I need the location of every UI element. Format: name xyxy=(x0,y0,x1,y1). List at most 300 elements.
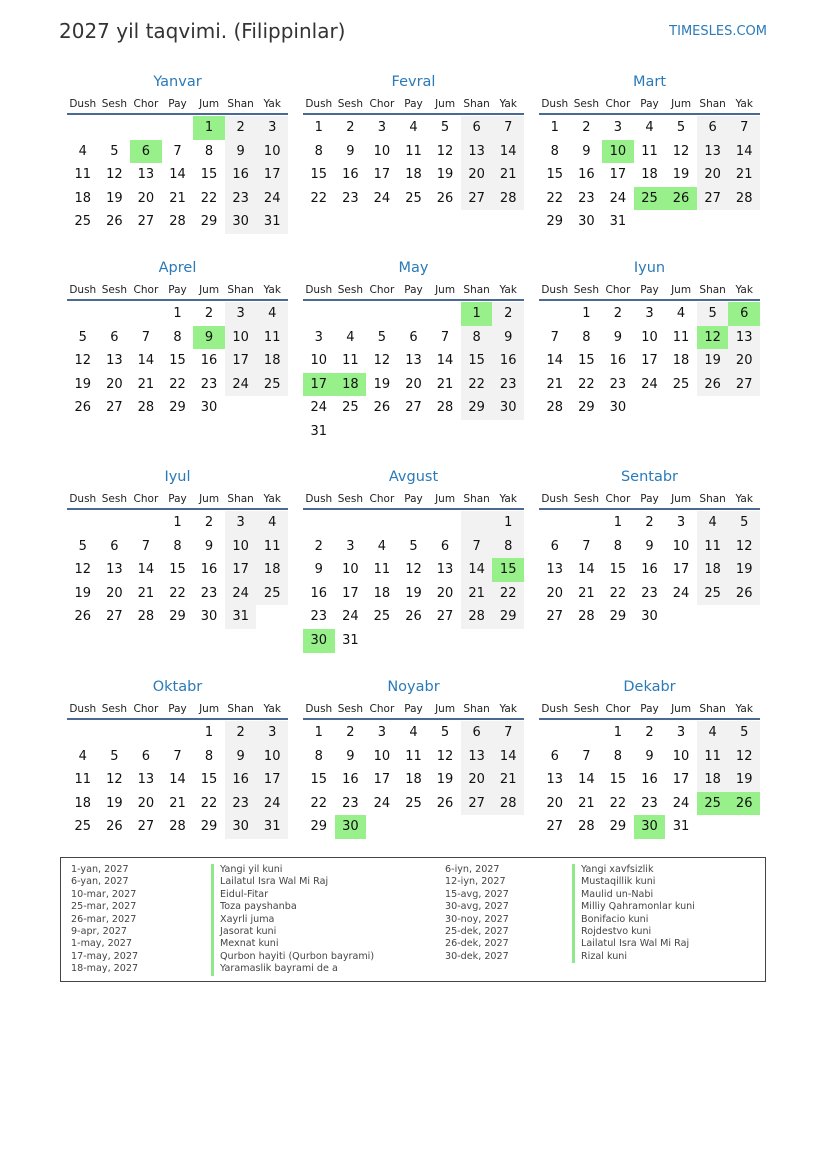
day-cell[interactable]: 16 xyxy=(225,768,257,792)
day-cell[interactable]: 10 xyxy=(672,748,690,764)
day-cell[interactable]: 1 xyxy=(173,306,182,321)
day-cell[interactable]: 29 xyxy=(200,819,218,835)
day-cell[interactable]: 7 xyxy=(173,748,182,764)
day-cell[interactable]: 14 xyxy=(578,562,595,578)
day-cell[interactable]: 3 xyxy=(256,116,288,140)
day-cell[interactable]: 7 xyxy=(141,329,151,345)
day-cell[interactable]: 15 xyxy=(310,167,328,183)
day-cell[interactable]: 19 xyxy=(436,167,454,183)
day-cell[interactable]: 2 xyxy=(204,515,214,530)
day-cell[interactable]: 23 xyxy=(310,609,328,625)
day-cell[interactable]: 30 xyxy=(492,396,524,420)
day-cell[interactable]: 30 xyxy=(200,400,218,416)
day-cell[interactable]: 8 xyxy=(492,535,524,559)
day-cell[interactable]: 2 xyxy=(346,725,355,740)
day-cell[interactable]: 13 xyxy=(106,562,123,578)
day-cell[interactable]: 6 xyxy=(461,721,493,745)
day-cell[interactable]: 17 xyxy=(672,772,690,788)
day-cell[interactable]: 1 xyxy=(613,515,623,530)
day-cell[interactable]: 11 xyxy=(74,167,92,183)
day-cell[interactable]: 28 xyxy=(169,819,186,835)
day-cell[interactable]: 8 xyxy=(613,538,623,554)
day-cell[interactable]: 23 xyxy=(492,373,524,397)
day-cell[interactable]: 31 xyxy=(342,632,359,648)
day-cell[interactable]: 12 xyxy=(672,143,690,159)
day-cell[interactable]: 27 xyxy=(106,609,123,625)
day-cell[interactable]: 17 xyxy=(342,585,359,601)
day-cell[interactable]: 11 xyxy=(256,535,288,559)
day-cell[interactable]: 12 xyxy=(74,353,92,369)
day-cell[interactable]: 4 xyxy=(409,120,418,135)
day-cell[interactable]: 5 xyxy=(697,302,729,326)
day-cell[interactable]: 5 xyxy=(377,329,387,345)
day-cell[interactable]: 2 xyxy=(492,302,524,326)
day-cell[interactable]: 18 xyxy=(405,167,422,183)
day-cell[interactable]: 15 xyxy=(310,772,328,788)
day-cell[interactable]: 17 xyxy=(641,353,658,369)
day-cell[interactable]: 30 xyxy=(225,815,257,839)
day-cell[interactable]: 13 xyxy=(546,562,564,578)
day-cell[interactable]: 13 xyxy=(697,140,729,164)
day-cell[interactable]: 6 xyxy=(550,538,559,554)
day-cell[interactable]: 23 xyxy=(641,795,658,811)
day-cell[interactable]: 5 xyxy=(728,511,760,535)
day-cell[interactable]: 20 xyxy=(436,585,454,601)
day-cell[interactable]: 23 xyxy=(342,795,359,811)
day-cell[interactable]: 28 xyxy=(546,400,564,416)
day-cell[interactable]: 21 xyxy=(492,768,524,792)
day-cell[interactable]: 18 xyxy=(672,353,690,369)
day-cell[interactable]: 25 xyxy=(74,819,92,835)
day-cell[interactable]: 12 xyxy=(74,562,92,578)
day-cell[interactable]: 16 xyxy=(641,772,658,788)
day-cell[interactable]: 11 xyxy=(405,143,422,159)
day-cell[interactable]: 15 xyxy=(578,353,595,369)
day-cell[interactable]: 1 xyxy=(204,725,214,740)
day-cell[interactable]: 18 xyxy=(256,558,288,582)
day-cell[interactable]: 24 xyxy=(641,376,658,392)
day-cell[interactable]: 2 xyxy=(613,306,623,321)
day-cell[interactable]: 1 xyxy=(492,511,524,535)
day-cell[interactable]: 21 xyxy=(546,376,564,392)
day-cell[interactable]: 18 xyxy=(74,190,92,206)
day-cell[interactable]: 18 xyxy=(74,795,92,811)
day-cell[interactable]: 17 xyxy=(225,349,257,373)
day-cell[interactable]: 16 xyxy=(310,585,328,601)
day-cell[interactable]: 7 xyxy=(582,748,591,764)
day-cell[interactable]: 3 xyxy=(256,721,288,745)
day-cell[interactable]: 17 xyxy=(256,768,288,792)
day-cell[interactable]: 6 xyxy=(110,538,119,554)
day-cell[interactable]: 21 xyxy=(137,585,155,601)
day-cell[interactable]: 25 xyxy=(373,609,391,625)
day-cell[interactable]: 2 xyxy=(314,538,323,554)
day-cell[interactable]: 11 xyxy=(405,748,422,764)
day-cell[interactable]: 22 xyxy=(169,585,186,601)
day-cell[interactable]: 29 xyxy=(609,819,627,835)
day-cell[interactable]: 24 xyxy=(672,795,690,811)
day-cell[interactable]: 18 xyxy=(256,349,288,373)
day-cell[interactable]: 26 xyxy=(106,214,123,230)
day-cell[interactable]: 26 xyxy=(74,400,92,416)
day-cell[interactable]: 9 xyxy=(346,748,355,764)
day-cell[interactable]: 17 xyxy=(672,562,690,578)
day-cell[interactable]: 19 xyxy=(728,768,760,792)
day-cell[interactable]: 3 xyxy=(377,120,387,135)
day-cell[interactable]: 9 xyxy=(582,143,591,159)
day-cell[interactable]: 28 xyxy=(578,819,595,835)
day-cell[interactable]: 15 xyxy=(169,562,186,578)
day-cell[interactable]: 27 xyxy=(137,214,155,230)
day-cell[interactable]: 30 xyxy=(641,609,658,625)
day-cell[interactable]: 7 xyxy=(440,329,450,345)
day-cell[interactable]: 24 xyxy=(256,792,288,816)
day-cell[interactable]: 22 xyxy=(169,376,186,392)
day-cell[interactable]: 7 xyxy=(582,538,591,554)
day-cell[interactable]: 16 xyxy=(225,163,257,187)
day-cell[interactable]: 31 xyxy=(256,815,288,839)
day-cell[interactable]: 28 xyxy=(169,214,186,230)
holiday-day-cell[interactable]: 18 xyxy=(335,373,367,397)
day-cell[interactable]: 11 xyxy=(74,772,92,788)
day-cell[interactable]: 14 xyxy=(137,562,155,578)
day-cell[interactable]: 5 xyxy=(78,538,87,554)
day-cell[interactable]: 27 xyxy=(697,187,729,211)
day-cell[interactable]: 4 xyxy=(78,143,87,159)
day-cell[interactable]: 17 xyxy=(609,167,627,183)
day-cell[interactable]: 5 xyxy=(440,120,450,135)
day-cell[interactable]: 29 xyxy=(546,214,564,230)
day-cell[interactable]: 20 xyxy=(461,768,493,792)
day-cell[interactable]: 10 xyxy=(373,748,391,764)
holiday-day-cell[interactable]: 6 xyxy=(728,302,760,326)
day-cell[interactable]: 7 xyxy=(492,721,524,745)
holiday-day-cell[interactable]: 1 xyxy=(193,116,225,140)
day-cell[interactable]: 5 xyxy=(728,721,760,745)
day-cell[interactable]: 3 xyxy=(613,120,623,135)
day-cell[interactable]: 27 xyxy=(436,609,454,625)
day-cell[interactable]: 17 xyxy=(373,772,391,788)
day-cell[interactable]: 30 xyxy=(200,609,218,625)
day-cell[interactable]: 12 xyxy=(436,143,454,159)
day-cell[interactable]: 23 xyxy=(578,190,595,206)
day-cell[interactable]: 4 xyxy=(697,721,729,745)
day-cell[interactable]: 29 xyxy=(200,214,218,230)
day-cell[interactable]: 25 xyxy=(405,795,422,811)
day-cell[interactable]: 19 xyxy=(74,585,92,601)
day-cell[interactable]: 21 xyxy=(169,190,186,206)
brand-link[interactable]: TIMESLES.COM xyxy=(669,24,767,39)
day-cell[interactable]: 6 xyxy=(461,116,493,140)
day-cell[interactable]: 14 xyxy=(492,745,524,769)
day-cell[interactable]: 22 xyxy=(546,190,564,206)
day-cell[interactable]: 5 xyxy=(110,748,119,764)
day-cell[interactable]: 3 xyxy=(225,302,257,326)
day-cell[interactable]: 29 xyxy=(461,396,493,420)
day-cell[interactable]: 14 xyxy=(436,353,454,369)
holiday-day-cell[interactable]: 30 xyxy=(303,629,335,653)
day-cell[interactable]: 24 xyxy=(225,373,257,397)
holiday-day-cell[interactable]: 6 xyxy=(130,140,162,164)
day-cell[interactable]: 8 xyxy=(173,329,182,345)
day-cell[interactable]: 20 xyxy=(137,190,155,206)
day-cell[interactable]: 10 xyxy=(641,329,658,345)
day-cell[interactable]: 12 xyxy=(728,745,760,769)
day-cell[interactable]: 22 xyxy=(310,795,328,811)
day-cell[interactable]: 13 xyxy=(137,167,155,183)
day-cell[interactable]: 10 xyxy=(256,745,288,769)
day-cell[interactable]: 15 xyxy=(609,772,627,788)
day-cell[interactable]: 17 xyxy=(373,167,391,183)
day-cell[interactable]: 23 xyxy=(225,792,257,816)
day-cell[interactable]: 1 xyxy=(613,725,623,740)
day-cell[interactable]: 6 xyxy=(110,329,119,345)
day-cell[interactable]: 15 xyxy=(546,167,564,183)
day-cell[interactable]: 7 xyxy=(728,116,760,140)
day-cell[interactable]: 28 xyxy=(137,400,155,416)
day-cell[interactable]: 27 xyxy=(461,792,493,816)
day-cell[interactable]: 5 xyxy=(676,120,686,135)
holiday-day-cell[interactable]: 1 xyxy=(461,302,493,326)
day-cell[interactable]: 3 xyxy=(377,725,387,740)
day-cell[interactable]: 4 xyxy=(645,120,654,135)
day-cell[interactable]: 20 xyxy=(728,349,760,373)
day-cell[interactable]: 3 xyxy=(645,306,654,321)
day-cell[interactable]: 5 xyxy=(110,143,119,159)
day-cell[interactable]: 15 xyxy=(169,353,186,369)
day-cell[interactable]: 25 xyxy=(672,376,690,392)
day-cell[interactable]: 28 xyxy=(436,400,454,416)
day-cell[interactable]: 26 xyxy=(106,819,123,835)
day-cell[interactable]: 18 xyxy=(405,772,422,788)
day-cell[interactable]: 7 xyxy=(492,116,524,140)
day-cell[interactable]: 29 xyxy=(492,605,524,629)
day-cell[interactable]: 23 xyxy=(200,585,218,601)
day-cell[interactable]: 27 xyxy=(137,819,155,835)
day-cell[interactable]: 25 xyxy=(342,400,359,416)
day-cell[interactable]: 3 xyxy=(346,538,355,554)
day-cell[interactable]: 22 xyxy=(609,585,627,601)
day-cell[interactable]: 10 xyxy=(225,535,257,559)
day-cell[interactable]: 1 xyxy=(550,120,559,135)
day-cell[interactable]: 6 xyxy=(550,748,559,764)
day-cell[interactable]: 20 xyxy=(546,585,564,601)
day-cell[interactable]: 21 xyxy=(137,376,155,392)
day-cell[interactable]: 18 xyxy=(641,167,658,183)
day-cell[interactable]: 19 xyxy=(373,376,391,392)
day-cell[interactable]: 24 xyxy=(225,582,257,606)
day-cell[interactable]: 31 xyxy=(225,605,257,629)
day-cell[interactable]: 12 xyxy=(436,748,454,764)
day-cell[interactable]: 21 xyxy=(578,585,595,601)
day-cell[interactable]: 2 xyxy=(225,721,257,745)
day-cell[interactable]: 18 xyxy=(373,585,391,601)
day-cell[interactable]: 27 xyxy=(728,373,760,397)
day-cell[interactable]: 4 xyxy=(256,511,288,535)
day-cell[interactable]: 29 xyxy=(169,400,186,416)
day-cell[interactable]: 13 xyxy=(546,772,564,788)
day-cell[interactable]: 10 xyxy=(256,140,288,164)
day-cell[interactable]: 3 xyxy=(676,515,686,530)
day-cell[interactable]: 1 xyxy=(582,306,591,321)
day-cell[interactable]: 26 xyxy=(436,190,454,206)
day-cell[interactable]: 27 xyxy=(546,609,564,625)
day-cell[interactable]: 6 xyxy=(141,748,151,764)
day-cell[interactable]: 22 xyxy=(310,190,328,206)
day-cell[interactable]: 25 xyxy=(74,214,92,230)
day-cell[interactable]: 23 xyxy=(641,585,658,601)
day-cell[interactable]: 19 xyxy=(697,349,729,373)
day-cell[interactable]: 16 xyxy=(342,772,359,788)
day-cell[interactable]: 14 xyxy=(492,140,524,164)
day-cell[interactable]: 25 xyxy=(256,582,288,606)
day-cell[interactable]: 4 xyxy=(697,511,729,535)
day-cell[interactable]: 13 xyxy=(137,772,155,788)
day-cell[interactable]: 19 xyxy=(106,795,123,811)
day-cell[interactable]: 21 xyxy=(436,376,454,392)
day-cell[interactable]: 7 xyxy=(173,143,182,159)
day-cell[interactable]: 16 xyxy=(492,349,524,373)
day-cell[interactable]: 11 xyxy=(697,745,729,769)
day-cell[interactable]: 9 xyxy=(225,140,257,164)
holiday-day-cell[interactable]: 30 xyxy=(634,815,666,839)
day-cell[interactable]: 2 xyxy=(645,725,654,740)
day-cell[interactable]: 24 xyxy=(342,609,359,625)
day-cell[interactable]: 9 xyxy=(492,326,524,350)
day-cell[interactable]: 15 xyxy=(200,772,218,788)
day-cell[interactable]: 15 xyxy=(200,167,218,183)
day-cell[interactable]: 26 xyxy=(697,373,729,397)
day-cell[interactable]: 8 xyxy=(204,143,214,159)
day-cell[interactable]: 29 xyxy=(310,819,328,835)
day-cell[interactable]: 8 xyxy=(173,538,182,554)
day-cell[interactable]: 9 xyxy=(314,562,323,578)
day-cell[interactable]: 14 xyxy=(546,353,564,369)
day-cell[interactable]: 14 xyxy=(461,558,493,582)
day-cell[interactable]: 14 xyxy=(137,353,155,369)
day-cell[interactable]: 31 xyxy=(672,819,690,835)
holiday-day-cell[interactable]: 9 xyxy=(193,326,225,350)
holiday-day-cell[interactable]: 10 xyxy=(602,140,634,164)
day-cell[interactable]: 21 xyxy=(461,582,493,606)
day-cell[interactable]: 20 xyxy=(461,163,493,187)
day-cell[interactable]: 26 xyxy=(436,795,454,811)
day-cell[interactable]: 13 xyxy=(436,562,454,578)
day-cell[interactable]: 15 xyxy=(609,562,627,578)
day-cell[interactable]: 1 xyxy=(173,515,182,530)
day-cell[interactable]: 24 xyxy=(256,187,288,211)
day-cell[interactable]: 28 xyxy=(461,605,493,629)
day-cell[interactable]: 12 xyxy=(106,772,123,788)
day-cell[interactable]: 24 xyxy=(672,585,690,601)
day-cell[interactable]: 6 xyxy=(697,116,729,140)
day-cell[interactable]: 26 xyxy=(373,400,391,416)
day-cell[interactable]: 12 xyxy=(373,353,391,369)
day-cell[interactable]: 25 xyxy=(405,190,422,206)
day-cell[interactable]: 13 xyxy=(405,353,422,369)
day-cell[interactable]: 20 xyxy=(405,376,422,392)
day-cell[interactable]: 14 xyxy=(169,772,186,788)
day-cell[interactable]: 16 xyxy=(641,562,658,578)
day-cell[interactable]: 10 xyxy=(373,143,391,159)
day-cell[interactable]: 23 xyxy=(609,376,627,392)
day-cell[interactable]: 4 xyxy=(256,302,288,326)
day-cell[interactable]: 21 xyxy=(578,795,595,811)
day-cell[interactable]: 1 xyxy=(314,725,323,740)
day-cell[interactable]: 4 xyxy=(78,748,87,764)
day-cell[interactable]: 30 xyxy=(225,210,257,234)
day-cell[interactable]: 8 xyxy=(550,143,559,159)
day-cell[interactable]: 19 xyxy=(672,167,690,183)
day-cell[interactable]: 8 xyxy=(314,748,323,764)
day-cell[interactable]: 13 xyxy=(461,745,493,769)
day-cell[interactable]: 5 xyxy=(409,538,418,554)
day-cell[interactable]: 19 xyxy=(405,585,422,601)
holiday-day-cell[interactable]: 30 xyxy=(335,815,367,839)
day-cell[interactable]: 11 xyxy=(373,562,391,578)
day-cell[interactable]: 28 xyxy=(137,609,155,625)
day-cell[interactable]: 16 xyxy=(200,562,218,578)
day-cell[interactable]: 10 xyxy=(672,538,690,554)
holiday-day-cell[interactable]: 17 xyxy=(303,373,335,397)
day-cell[interactable]: 7 xyxy=(550,329,559,345)
holiday-day-cell[interactable]: 25 xyxy=(697,792,729,816)
day-cell[interactable]: 16 xyxy=(342,167,359,183)
day-cell[interactable]: 2 xyxy=(346,120,355,135)
day-cell[interactable]: 24 xyxy=(373,190,391,206)
day-cell[interactable]: 27 xyxy=(106,400,123,416)
day-cell[interactable]: 1 xyxy=(314,120,323,135)
day-cell[interactable]: 3 xyxy=(314,329,323,345)
day-cell[interactable]: 31 xyxy=(256,210,288,234)
day-cell[interactable]: 26 xyxy=(405,609,422,625)
day-cell[interactable]: 29 xyxy=(578,400,595,416)
day-cell[interactable]: 24 xyxy=(609,190,627,206)
day-cell[interactable]: 25 xyxy=(256,373,288,397)
day-cell[interactable]: 28 xyxy=(492,792,524,816)
day-cell[interactable]: 21 xyxy=(169,795,186,811)
day-cell[interactable]: 8 xyxy=(582,329,591,345)
day-cell[interactable]: 21 xyxy=(728,163,760,187)
holiday-day-cell[interactable]: 25 xyxy=(634,187,666,211)
day-cell[interactable]: 23 xyxy=(342,190,359,206)
day-cell[interactable]: 14 xyxy=(728,140,760,164)
day-cell[interactable]: 27 xyxy=(405,400,422,416)
day-cell[interactable]: 22 xyxy=(492,582,524,606)
day-cell[interactable]: 28 xyxy=(492,187,524,211)
day-cell[interactable]: 8 xyxy=(461,326,493,350)
day-cell[interactable]: 31 xyxy=(310,423,328,439)
day-cell[interactable]: 13 xyxy=(461,140,493,164)
day-cell[interactable]: 5 xyxy=(78,329,87,345)
day-cell[interactable]: 28 xyxy=(728,187,760,211)
day-cell[interactable]: 22 xyxy=(200,190,218,206)
day-cell[interactable]: 20 xyxy=(697,163,729,187)
day-cell[interactable]: 31 xyxy=(609,214,627,230)
day-cell[interactable]: 9 xyxy=(204,538,214,554)
day-cell[interactable]: 8 xyxy=(204,748,214,764)
day-cell[interactable]: 14 xyxy=(578,772,595,788)
day-cell[interactable]: 17 xyxy=(225,558,257,582)
day-cell[interactable]: 12 xyxy=(728,535,760,559)
day-cell[interactable]: 23 xyxy=(225,187,257,211)
day-cell[interactable]: 12 xyxy=(405,562,422,578)
day-cell[interactable]: 5 xyxy=(440,725,450,740)
day-cell[interactable]: 28 xyxy=(578,609,595,625)
day-cell[interactable]: 3 xyxy=(676,725,686,740)
day-cell[interactable]: 9 xyxy=(346,143,355,159)
day-cell[interactable]: 18 xyxy=(697,558,729,582)
